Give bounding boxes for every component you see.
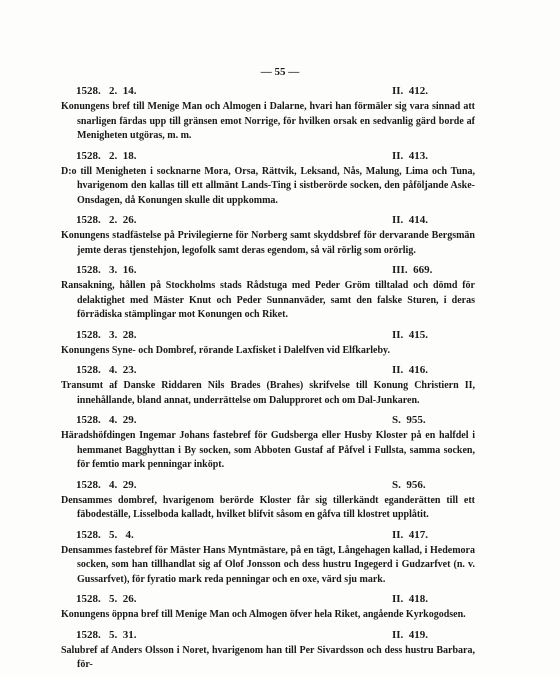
entry — [61, 629, 475, 673]
entry-text: D:o till Menigheten i socknarne Mora, Orsa, Rättvik, Leksand, Nås, Malung, Lima och Tuna, hvarigenom den kallas till ett allmänt Lands-Ting i sistberörde socken, den påföljande Aske-Onsdagen, då Konungen skulle dit uppkomma. — [61, 165, 475, 206]
entry-date: 1528. 2. 14. — [76, 85, 137, 97]
entry-text: Konungens bref till Menige Man och Almogen i Dalarne, hvari han förmäler sig vara sinnad att snarligen färdas upp till gränsen emot Norrige, för hvilken orsak en sedvanlig gärd borde af Menigheten utgöras, m. m. — [61, 101, 475, 141]
entry-date: 1528. 4. 29. — [76, 478, 137, 491]
entry-text: Transumt af Danske Riddaren Nils Brades (Brahes) skrifvelse till Konung Christiern II, innehållande, bland annat, underrättelse om Dalupproret och om Dal-Junkaren. — [61, 380, 475, 406]
entry-reference: S. 956. — [392, 478, 426, 491]
entry-date: 1528. 3. 16. — [76, 264, 137, 276]
entry-text: Konungens Syne- och Dombref, rörande Laxfisket i Dalelfven vid Elfkarleby. — [61, 344, 390, 356]
entry-date: 1528. 4. 23. — [76, 364, 137, 376]
entry-text: Konungens öppna bref till Menige Man och Almogen öfver hela Riket, angående Kyrkogodsen. — [61, 609, 466, 620]
entry-reference: II. 419. — [392, 628, 429, 641]
entry-reference: III. 669. — [392, 264, 433, 276]
entry-reference: II. 413. — [392, 149, 429, 162]
entry-reference: II. 418. — [392, 593, 429, 605]
entry — [61, 364, 475, 408]
entry — [61, 529, 475, 588]
entry-date: 1528. 5. 4. — [76, 528, 134, 541]
entry-text: Salubref af Anders Olsson i Noret, hvarigenom han till Per Sivardsson och dess hustru Barbara, för- — [61, 644, 475, 670]
entry-text: Konungens stadfästelse på Privilegierne för Norberg samt skyddsbref för dervarande Bergsmän jemte deras tjenstehjon, legofolk samt deras egendom, så väl rörlig som orörlig. — [61, 230, 475, 256]
entry-text: Densammes dombref, hvarigenom berörde Kloster får sig tillerkändt eganderätten till ett fäbodeställe, Lisselboda kalladt, hvilket blifvit såsom en gåfva till klostret upplåtit. — [61, 494, 475, 520]
entry — [61, 85, 475, 144]
entry — [61, 479, 475, 523]
entry-text: Ransakning, hållen på Stockholms stads Rådstuga med Peder Gröm tilltalad och dömd för delaktighet med Mäster Knut och Peder Sunnanväder, samt den falske Sturen, i deras förrädiska stämplingar mot Konungen och Riket. — [61, 280, 475, 320]
page-number: — 55 — — [260, 66, 300, 78]
entry-date: 1528. 5. 31. — [76, 628, 137, 641]
entry — [61, 214, 475, 258]
entry — [61, 329, 475, 359]
entry — [61, 593, 475, 623]
entry-date: 1528. 5. 26. — [76, 593, 137, 605]
entry-reference: S. 955. — [392, 414, 426, 426]
entry-reference: II. 417. — [392, 528, 429, 541]
entry-reference: II. 412. — [392, 85, 429, 97]
entry-date: 1528. 2. 18. — [76, 149, 137, 162]
entry — [61, 414, 475, 473]
entry-text: Häradshöfdingen Ingemar Johans fastebref för Gudsberga eller Husby Kloster på en halfdel i hemmanet Bagghyttan i By socken, som Abboten Gustaf af Påfvel i Fullsta, samma socken, för femtio mark penningar inköpt. — [61, 430, 475, 470]
entry-date: 1528. 2. 26. — [76, 214, 137, 226]
entry-date: 1528. 4. 29. — [76, 414, 137, 426]
entry-reference: II. 415. — [392, 328, 429, 341]
entry-text: Densammes fastebref för Mäster Hans Myntmästare, på en tägt, Långehagen kallad, i Hedemora socken, som han tillhandlat sig af Olof Jonsson och dess hustru Ingegerd i Gudzarfvet (n. v. Gussarfvet), för fyratio mark reda penningar och en oxe, värd sju mark. — [61, 544, 475, 585]
entry-date: 1528. 3. 28. — [76, 328, 137, 341]
entry-reference: II. 414. — [392, 214, 429, 226]
document-entries — [61, 85, 475, 673]
entry — [61, 150, 475, 209]
entry — [61, 264, 475, 323]
entry-reference: II. 416. — [392, 364, 429, 376]
